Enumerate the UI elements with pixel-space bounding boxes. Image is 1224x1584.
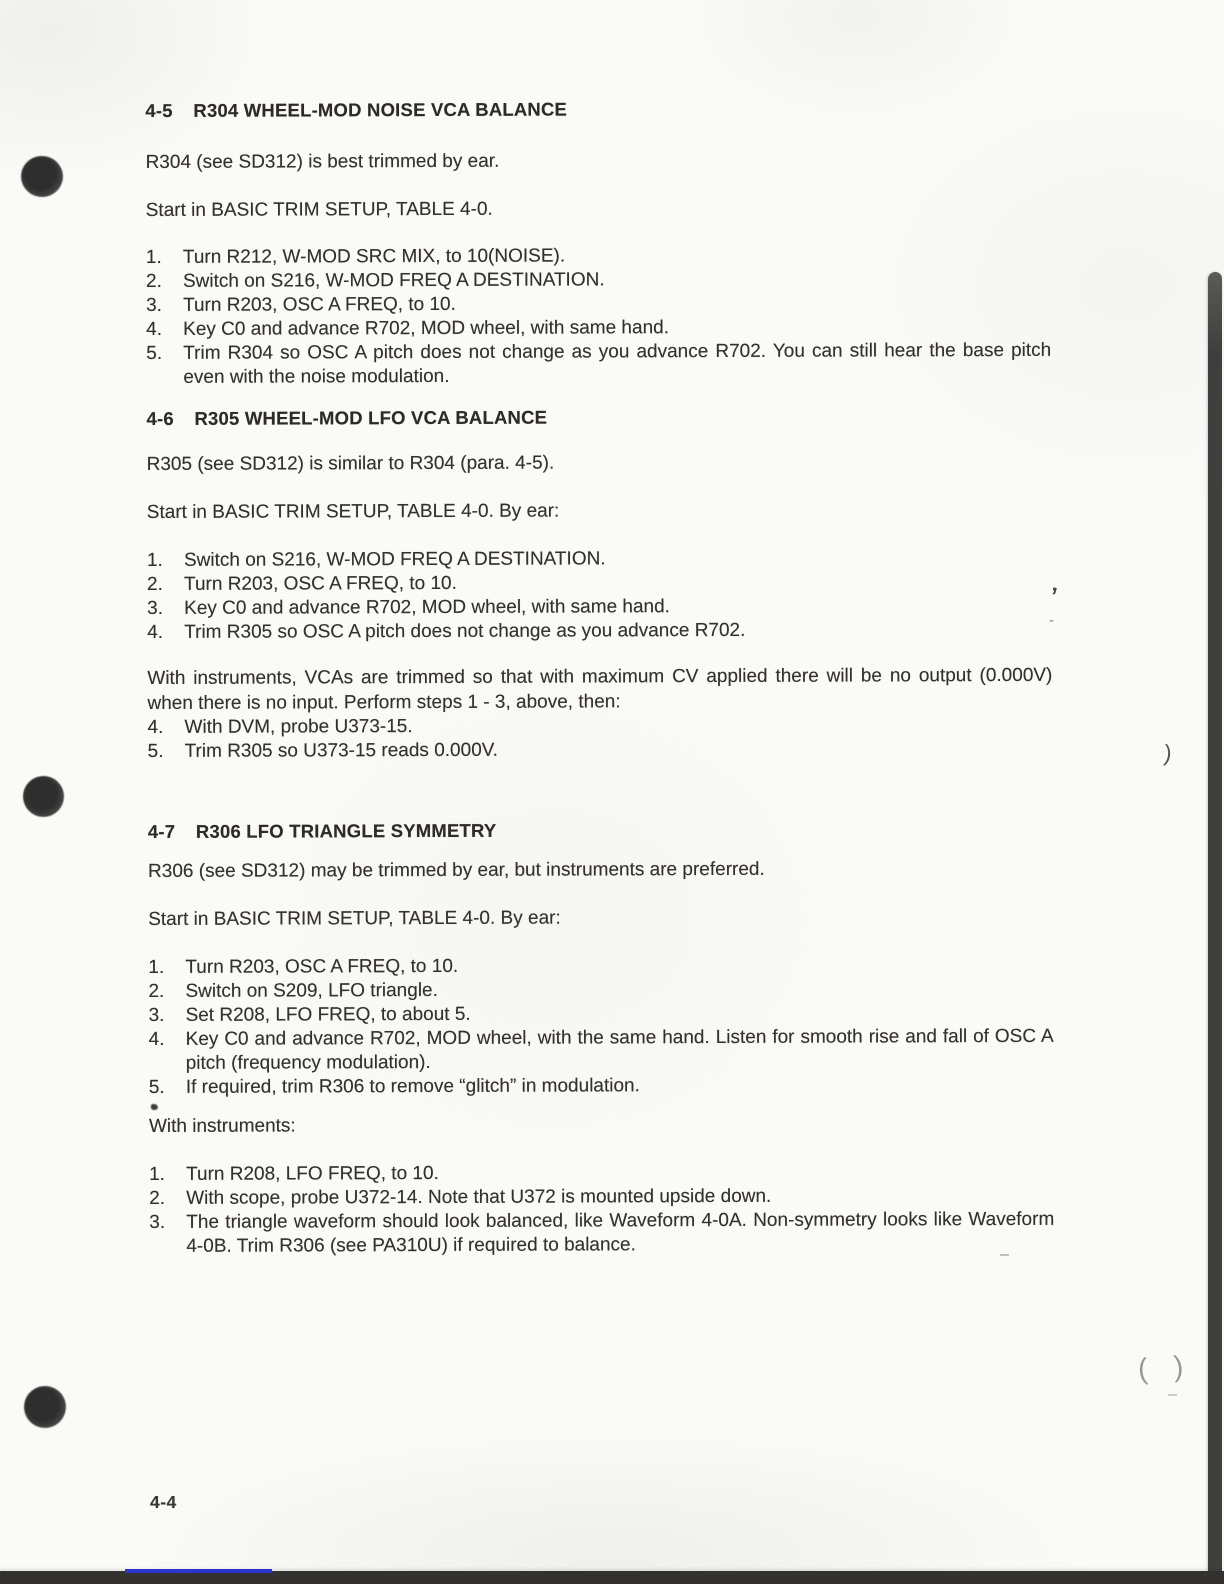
list-item [149, 1184, 1054, 1211]
paragraph: Start in BASIC TRIM SETUP, TABLE 4-0. By ear: [146, 500, 560, 523]
list-item [147, 594, 1052, 621]
list-item [147, 570, 1052, 597]
list-item-text: Turn R203, OSC A FREQ, to 10. [183, 293, 456, 316]
list-item [147, 546, 1052, 573]
page-content [145, 0, 1054, 1259]
step-list [149, 1160, 1054, 1259]
list-item-text: With DVM, probe U373-15. [184, 716, 413, 738]
list-item [149, 1073, 1054, 1100]
list-item-text: Set R208, LFO FREQ, to about 5. [185, 1003, 471, 1026]
list-item-number: 4. [146, 318, 163, 340]
step-list [147, 713, 1052, 764]
scan-mark-stray-dash: – [1000, 1246, 1009, 1263]
list-item-number: 4. [147, 621, 164, 643]
section-number: 4-6 [146, 407, 174, 429]
section-title: R305 WHEEL-MOD LFO VCA BALANCE [194, 406, 548, 429]
paragraph: R304 (see SD312) is best trimmed by ear. [145, 150, 500, 173]
section-title: R304 WHEEL-MOD NOISE VCA BALANCE [193, 98, 568, 121]
list-item-number: 3. [149, 1211, 166, 1233]
list-item-number: 5. [146, 342, 163, 364]
list-item-text: With scope, probe U372-14. Note that U372 is mounted upside down. [186, 1185, 772, 1209]
list-item-number: 5. [148, 1076, 165, 1098]
list-item-number: 2. [145, 270, 162, 292]
list-item-number: 2. [149, 1187, 166, 1209]
list-item-text: Turn R203, OSC A FREQ, to 10. [185, 955, 459, 978]
list-item-number: 1. [148, 956, 165, 978]
list-item [148, 977, 1053, 1004]
list-item-text: Key C0 and advance R702, MOD wheel, with same hand. [183, 317, 670, 340]
section-4-7 [148, 818, 1055, 1259]
list-item-number: 1. [149, 1163, 165, 1185]
list-item-text: Switch on S209, LFO triangle. [185, 979, 438, 1002]
scan-mark-quote-dash: - [1049, 612, 1054, 629]
paragraph: R306 (see SD312) may be trimmed by ear, but instruments are preferred. [148, 858, 765, 882]
list-item [149, 1208, 1054, 1259]
scan-mark-quote: ʼ [1047, 582, 1060, 611]
list-item-number: 1. [145, 246, 162, 268]
list-item [146, 339, 1051, 390]
step-list [146, 243, 1051, 390]
scan-mark-paren-close: ) [1162, 739, 1174, 767]
scan-mark-paren-pair: ( ) [1136, 1350, 1194, 1386]
section-4-6 [146, 405, 1052, 764]
list-item [146, 243, 1051, 270]
list-item-number: 2. [147, 573, 163, 595]
list-item-number: 4. [148, 1028, 165, 1050]
hole-punch-dot [22, 1384, 68, 1430]
list-item-text: Trim R305 so U373-15 reads 0.000V. [184, 739, 498, 762]
paragraph: Start in BASIC TRIM SETUP, TABLE 4-0. [145, 198, 493, 221]
page-number: 4-4 [150, 1492, 177, 1512]
list-item [149, 1001, 1054, 1028]
paragraph: R305 (see SD312) is similar to R304 (para. 4-5). [146, 452, 555, 475]
paragraph: With instruments: [148, 1115, 296, 1137]
step-list [147, 546, 1052, 645]
list-item-text: Trim R304 so OSC A pitch does not change as you advance R702. You can still hear the base pitch even with the noise modulation. [183, 339, 1052, 388]
section-heading [148, 818, 1053, 843]
list-item-text: Key C0 and advance R702, MOD wheel, with same hand. [184, 596, 670, 619]
list-item [147, 618, 1052, 645]
list-item-text: Turn R203, OSC A FREQ, to 10. [184, 572, 457, 595]
list-item-number: 3. [147, 597, 164, 619]
list-item [147, 713, 1052, 740]
section-heading [146, 405, 1051, 430]
section-4-5 [145, 97, 1051, 390]
section-number: 4-5 [145, 99, 173, 121]
list-item [149, 1025, 1054, 1076]
hole-punch-dot [23, 776, 64, 817]
list-item [146, 291, 1051, 318]
list-item-number: 3. [146, 294, 162, 316]
list-item [148, 953, 1053, 980]
list-item [148, 737, 1053, 764]
list-item-text: Turn R208, LFO FREQ, to 10. [186, 1162, 439, 1185]
list-item [146, 267, 1051, 294]
list-item-number: 1. [146, 549, 163, 571]
list-item-text: Trim R305 so OSC A pitch does not change as you advance R702. [184, 619, 746, 643]
scan-mark-paren-pair-dash: – [1168, 1386, 1177, 1403]
list-item-text: Key C0 and advance R702, MOD wheel, with the same hand. Listen for smooth rise and fall of OSC A pitch (frequency modulation). [185, 1025, 1054, 1074]
list-item-number: 4. [147, 716, 164, 738]
list-item-text: The triangle waveform should look balanced, like Waveform 4-0A. Non-symmetry looks like Waveform 4-0B. Trim R306 (see PA310U) if required to balance. [186, 1208, 1055, 1257]
hole-punch-dot [18, 153, 65, 199]
scan-edge-bar [1208, 272, 1222, 1584]
list-item [146, 315, 1051, 342]
list-item-text: Switch on S216, W-MOD FREQ A DESTINATION. [183, 548, 606, 571]
scan-speck-mark [151, 1104, 158, 1110]
section-title: R306 LFO TRIANGLE SYMMETRY [195, 819, 497, 842]
scan-blue-line [125, 1569, 272, 1573]
list-item-number: 5. [147, 740, 164, 762]
section-heading [145, 97, 1050, 122]
list-item [149, 1160, 1054, 1187]
note-paragraph: With instruments, VCAs are trimmed so that with maximum CV applied there will be no output (0.000V) when there is no input. Perform steps 1 - 3, above, then: [147, 664, 1053, 714]
list-item-number: 2. [148, 980, 165, 1002]
list-item-text: If required, trim R306 to remove “glitch” in modulation. [185, 1075, 640, 1098]
step-list [148, 953, 1053, 1100]
section-number: 4-7 [147, 820, 176, 842]
paragraph: Start in BASIC TRIM SETUP, TABLE 4-0. By ear: [148, 907, 561, 930]
list-item-number: 3. [148, 1004, 165, 1026]
list-item-text: Turn R212, W-MOD SRC MIX, to 10(NOISE). [182, 245, 566, 268]
list-item-text: Switch on S216, W-MOD FREQ A DESTINATION. [182, 269, 605, 292]
